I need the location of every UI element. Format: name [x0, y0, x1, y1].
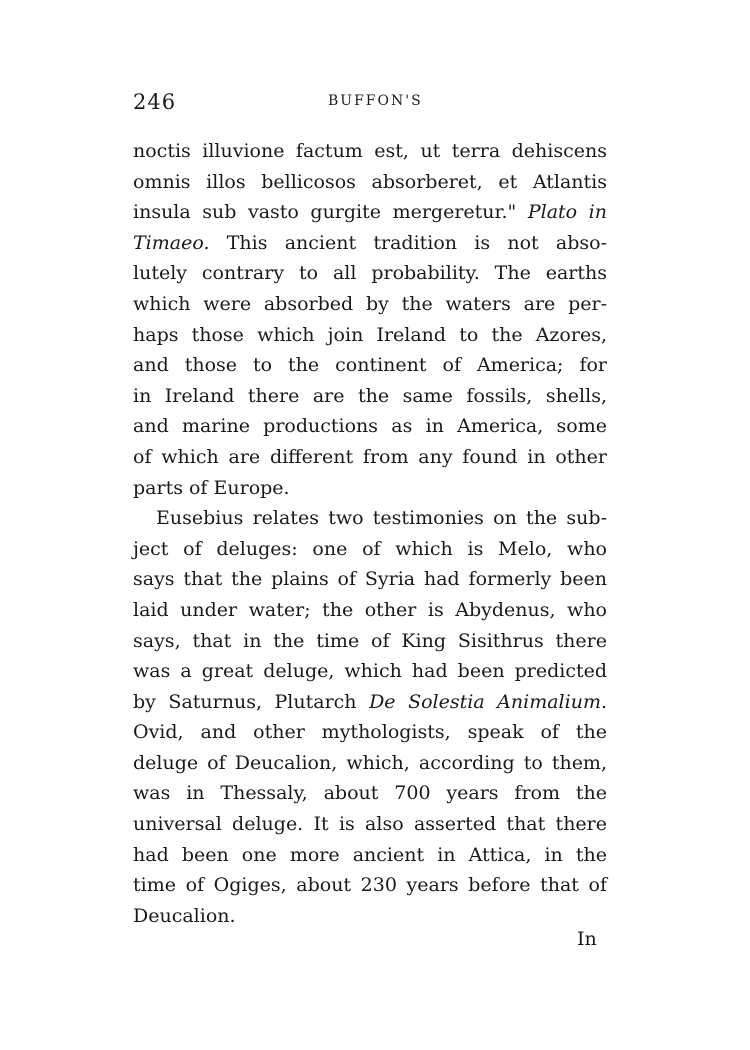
text-segment: insula sub vasto gurgite mergeretur.": [133, 201, 517, 224]
text-segment: by Saturnus, Plutarch: [133, 690, 357, 713]
running-head: [133, 90, 613, 120]
text-line: [133, 687, 607, 718]
text-line: says, that in the time of King Sisithrus there: [133, 629, 607, 652]
text-line: parts of Europe.: [133, 476, 290, 499]
text-line: and marine productions as in America, some: [133, 415, 607, 438]
text-line: haps those which join Ireland to the Azores,: [133, 323, 607, 346]
citation: De Solestia Animalium.: [369, 690, 608, 713]
text-segment: This ancient tradition is not abso-: [226, 231, 607, 254]
text-line: time of Ogiges, about 230 years before that of: [133, 874, 607, 897]
text-line: was a great deluge, which had been predicted: [133, 660, 607, 683]
text-line: of which are different from any found in other: [133, 445, 607, 468]
body-text: [133, 136, 607, 931]
text-line: Eusebius relates two testimonies on the sub-: [156, 507, 607, 530]
text-line: which were absorbed by the waters are per-: [133, 292, 607, 315]
text-line: deluge of Deucalion, which, according to them,: [133, 751, 607, 774]
text-line: Ovid, and other mythologists, speak of the: [133, 721, 607, 744]
page-number: 246: [133, 90, 177, 114]
text-line: [133, 197, 607, 228]
catchword: In: [577, 928, 597, 950]
text-line: had been one more ancient in Attica, in the: [133, 843, 607, 866]
text-line: in Ireland there are the same fossils, shells,: [133, 384, 607, 407]
text-line: noctis illuvione factum est, ut terra dehiscens: [133, 140, 607, 162]
text-line: universal deluge. It is also asserted that there: [133, 813, 607, 836]
text-line: omnis illos bellicosos absorberet, et Atlantis: [133, 170, 607, 193]
text-line: ject of deluges: one of which is Melo, who: [133, 537, 607, 560]
text-line: was in Thessaly, about 700 years from the: [133, 782, 607, 805]
text-line: lutely contrary to all probability. The earths: [133, 262, 607, 285]
running-title: BUFFON'S: [328, 93, 423, 109]
text-line: [133, 228, 607, 259]
citation: Plato in: [527, 201, 607, 224]
text-line: laid under water; the other is Abydenus, who: [133, 598, 607, 621]
text-line: says that the plains of Syria had formerly been: [133, 568, 607, 591]
text-line: Deucalion.: [133, 904, 236, 927]
citation: Timaeo.: [133, 231, 210, 254]
text-line: and those to the continent of America; for: [133, 354, 607, 377]
